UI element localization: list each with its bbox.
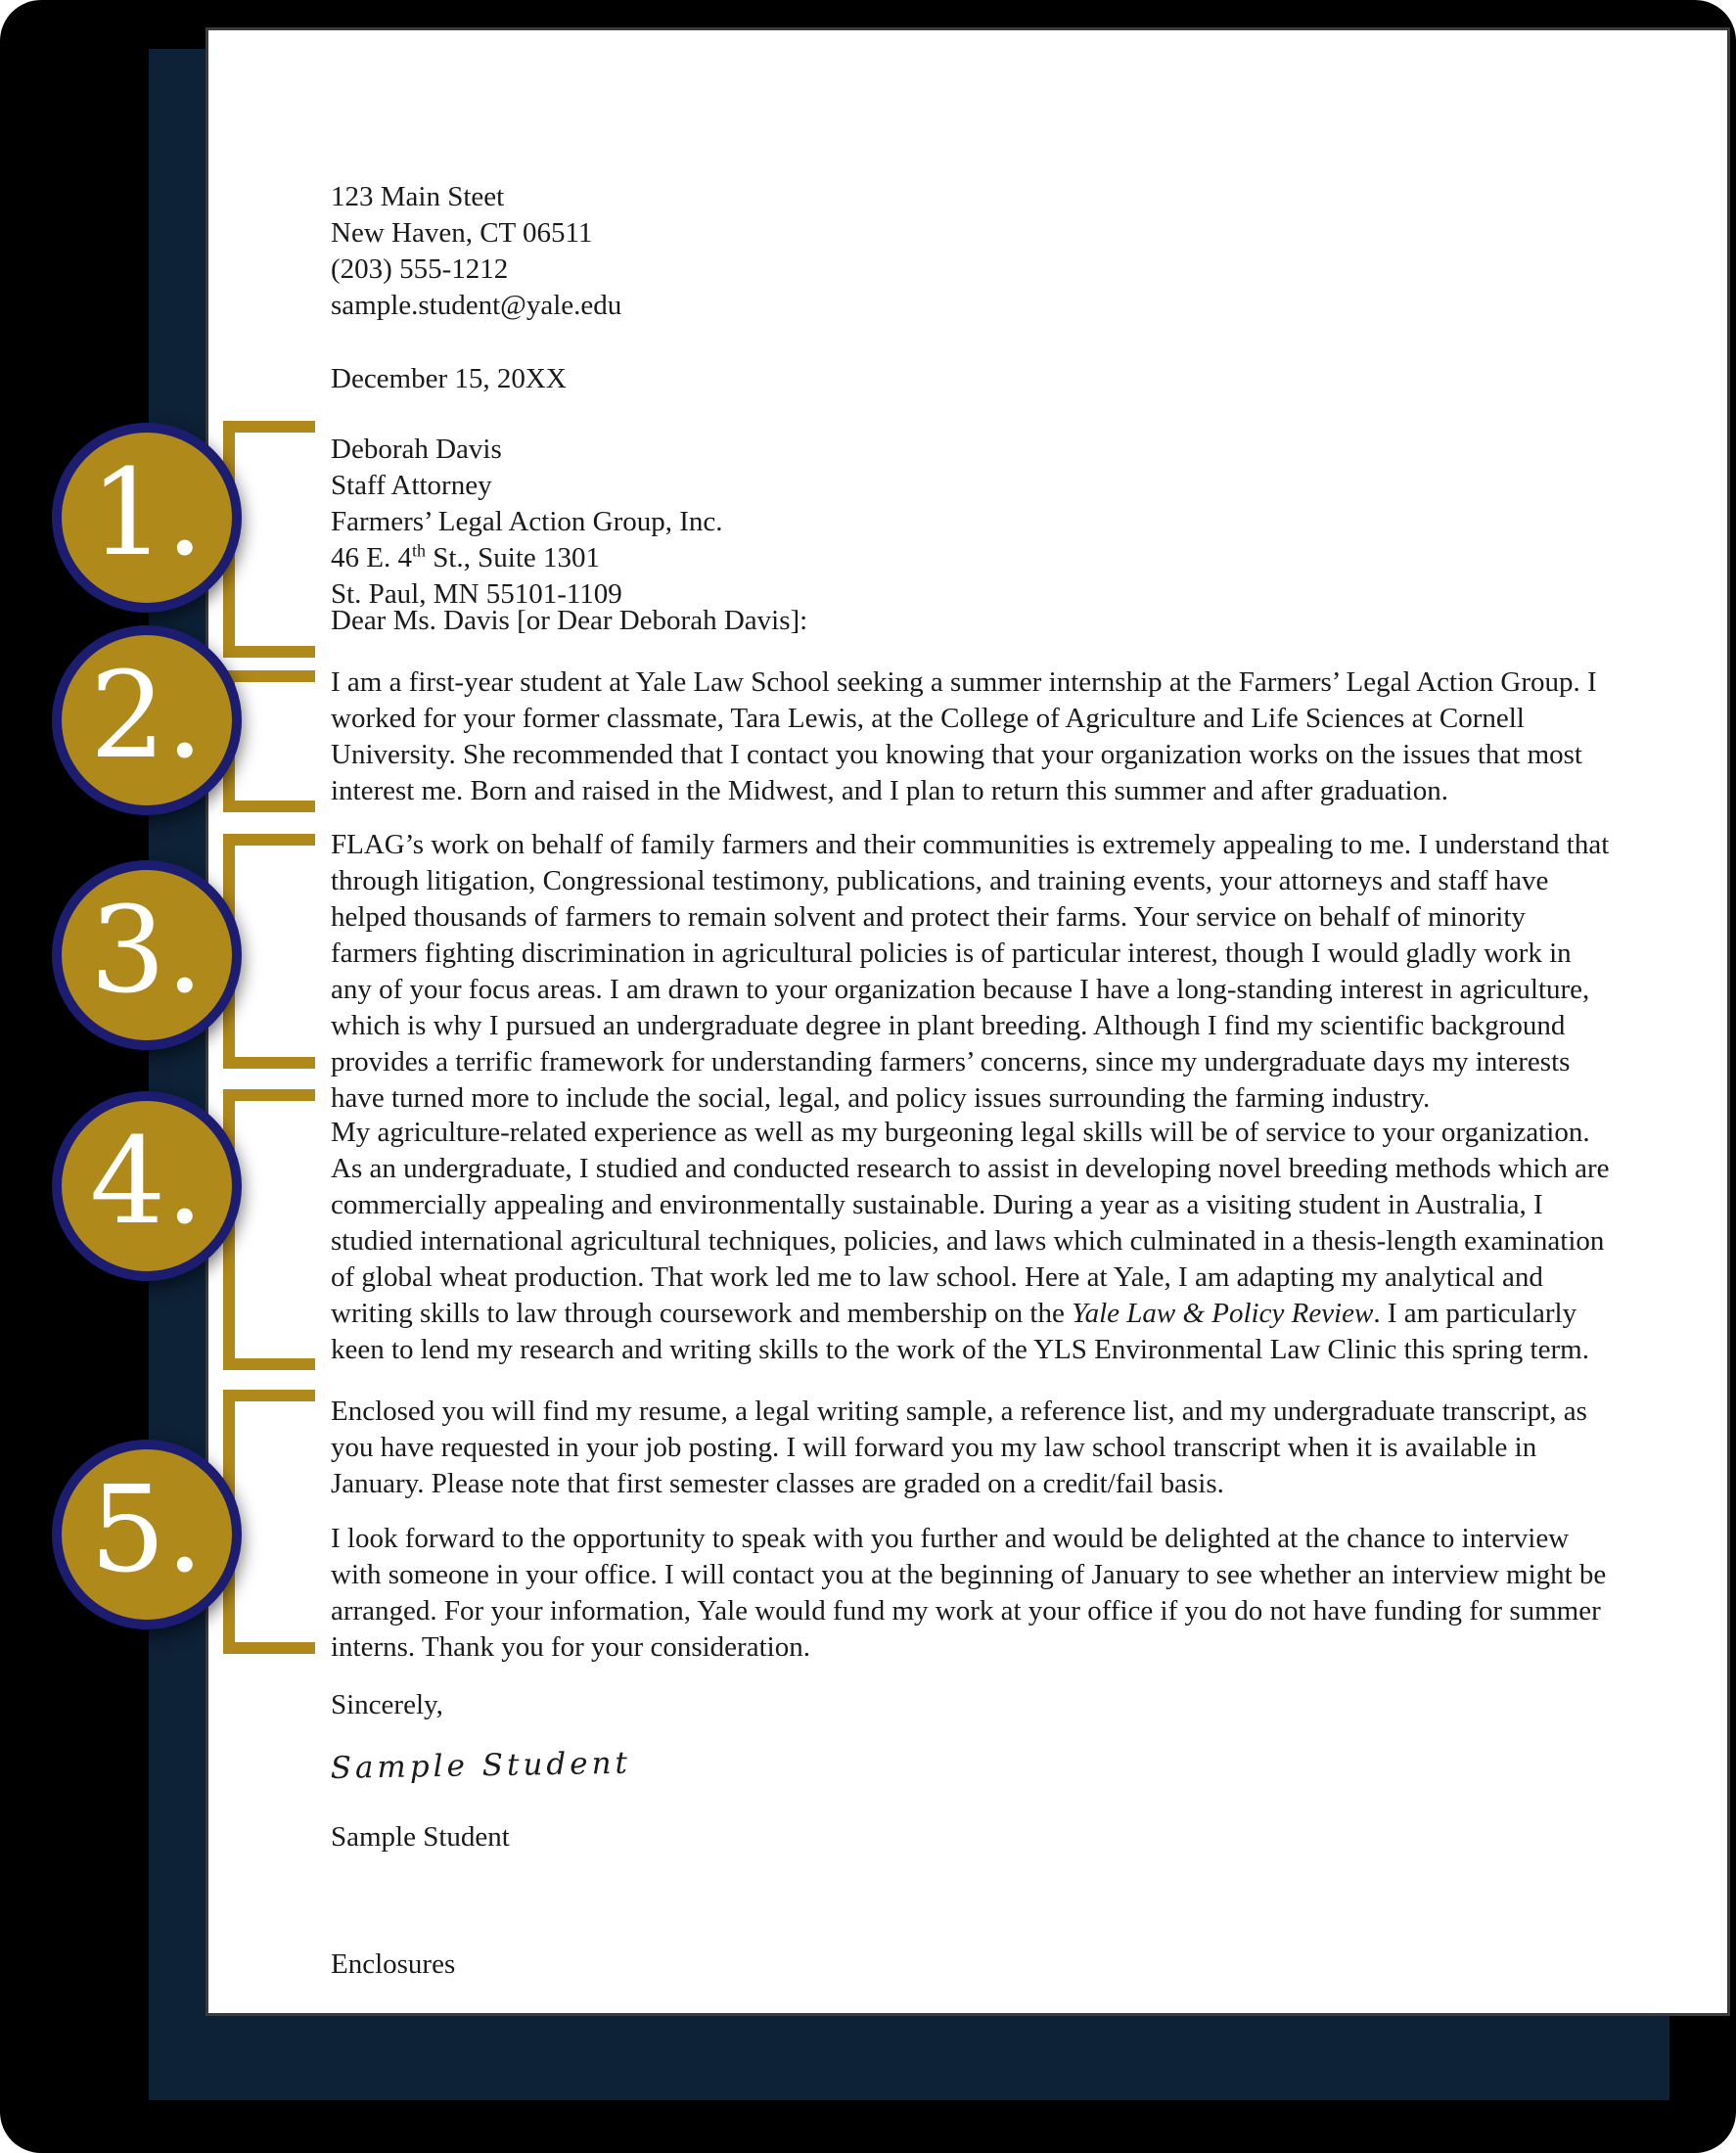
paragraph-qualifications: My agriculture-related experience as well as my burgeoning legal skills will be of service to your organization. As an undergraduate, I studied and conducted research to assist in developing novel breeding methods which are commercially appealing and environmentally sustainable. During a year as a visiting student in Australia, I studied international agricultural techniques, policies, and laws which culminated in a thesis-length examination of global wheat production. That work led me to law school. Here at Yale, I am adapting my analytical and writing skills to law through coursework and membership on the Yale Law & Policy Review. I am particularly keen to lend my research and writing skills to the work of the YLS Environmental Law Clinic this spring term. bbox=[331, 1117, 1610, 1365]
signature-script: Sample Student bbox=[330, 1745, 632, 1787]
paragraph-introduction: I am a first-year student at Yale Law School seeking a summer internship at the Farmers’ Legal Action Group. I worked for your former classmate, Tara Lewis, at the College of Agriculture and Life Sciences at Cornell University. She recommended that I contact you knowing that your organization works on the issues that most interest me. Born and raised in the Midwest, and I plan to return this summer and after graduation. bbox=[331, 666, 1597, 806]
sender-phone: (203) 555-1212 bbox=[331, 253, 509, 285]
ordinal-suffix: th bbox=[411, 540, 426, 561]
section-bracket-4 bbox=[223, 1089, 315, 1370]
annotation-marker-3: 3. bbox=[52, 860, 242, 1050]
recipient-city: St. Paul, MN 55101-1109 bbox=[331, 578, 622, 610]
journal-title: Yale Law & Policy Review bbox=[1072, 1298, 1374, 1329]
closing: Sincerely, bbox=[331, 1689, 443, 1720]
paragraph-why-employer: FLAG’s work on behalf of family farmers and their communities is extremely appealing to me. I understand that through litigation, Congressional testimony, publications, and training events, your attorneys and staff have helped thousands of farmers to remain solvent and protect their farms. Your service on behalf of minority farmers fighting discrimination in agricultural policies is of particular interest, though I would gladly work in any of your focus areas. I am drawn to your organization because I have a long-standing interest in agriculture, which is why I pursued an undergraduate degree in plant breeding. Although I find my scientific background provides a terrific framework for understanding farmers’ concerns, since my undergraduate days my interests have turned more to include the social, legal, and policy issues surrounding the farming industry. bbox=[331, 829, 1610, 1114]
recipient-org: Farmers’ Legal Action Group, Inc. bbox=[331, 506, 723, 537]
paragraph-follow-up: I look forward to the opportunity to speak with you further and would be delighted at the chance to interview with someone in your office. I will contact you at the beginning of January to see whether an interview might be arranged. For your information, Yale would fund my work at your office if you do not have funding for summer interns. Thank you for your consideration. bbox=[331, 1523, 1607, 1663]
recipient-title: Staff Attorney bbox=[331, 470, 492, 501]
salutation: Dear Ms. Davis [or Dear Deborah Davis]: bbox=[331, 605, 808, 636]
recipient-street: 46 E. 4th St., Suite 1301 bbox=[331, 540, 601, 573]
letter-page bbox=[206, 27, 1730, 2016]
annotation-marker-4: 4. bbox=[52, 1091, 242, 1281]
sender-email: sample.student@yale.edu bbox=[331, 290, 622, 321]
paragraph-enclosures: Enclosed you will find my resume, a legal writing sample, a reference list, and my undergraduate transcript, as you have requested in your job posting. I will forward you my law school transcript when it is available in January. Please note that first semester classes are graded on a credit/fail basis. bbox=[331, 1396, 1587, 1499]
sender-city: New Haven, CT 06511 bbox=[331, 217, 593, 249]
recipient-address-block bbox=[331, 432, 1613, 613]
annotation-marker-5: 5. bbox=[52, 1440, 242, 1629]
annotation-marker-1: 1. bbox=[52, 423, 242, 613]
enclosures-note: Enclosures bbox=[331, 1948, 456, 1980]
annotation-marker-2: 2. bbox=[52, 625, 242, 815]
signature-typed: Sample Student bbox=[331, 1821, 510, 1853]
recipient-name: Deborah Davis bbox=[331, 434, 502, 465]
sender-street: 123 Main Steet bbox=[331, 181, 505, 212]
sender-address-block bbox=[331, 179, 1613, 324]
letter-date: December 15, 20XX bbox=[331, 363, 567, 394]
